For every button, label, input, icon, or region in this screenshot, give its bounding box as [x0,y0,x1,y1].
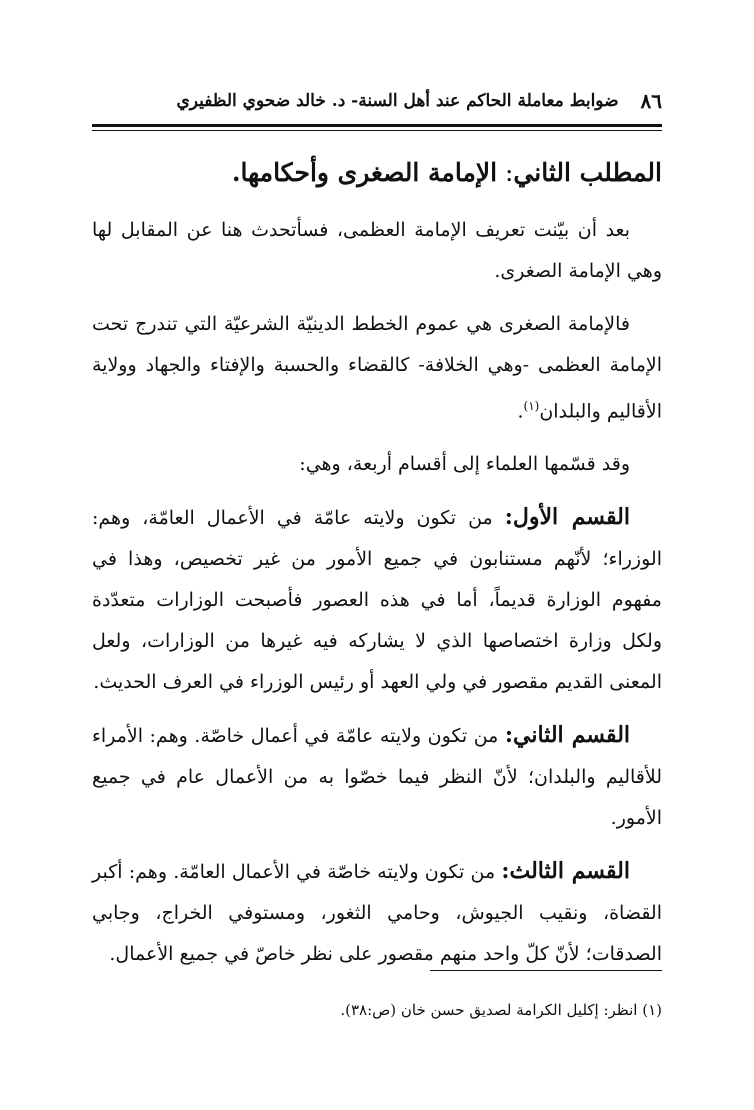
footnote: (١) انظر: إكليل الكرامة لصديق حسن خان (ص:٣٨). [340,1001,662,1019]
header-rule-thick [92,124,662,127]
main-text [92,148,662,987]
page-header [92,84,662,118]
page-number: ٨٦ [640,89,662,113]
section-two [92,715,662,839]
paragraph-definition [92,304,662,432]
paragraph-definition-end: . [517,400,524,423]
section-three-lead: القسم الثالث: [501,858,630,885]
section-title [92,148,662,198]
footnote-divider [430,970,662,971]
section-title-main: المطلب الثاني [513,158,662,187]
section-three [92,851,662,975]
section-one [92,497,662,703]
header-rule-thin [92,130,662,131]
paragraph-intro: بعد أن بيّنت تعريف الإمامة العظمى، فسأتحدث هنا عن المقابل لها وهي الإمامة الصغرى. [92,219,662,282]
section-three-text: من تكون ولايته خاصّة في الأعمال العامّة. وهم: أكبر القضاة، ونقيب الجيوش، وحامي الثغور، ومستوفي الخراج، وجابي الصدقات؛ لأنّ كلّ واحد منهم مقصور على نظر خاصّ في جميع الأعمال. [92,861,662,966]
paragraph-division: وقد قسّمها العلماء إلى أقسام أربعة، وهي: [299,453,630,476]
section-two-lead: القسم الثاني: [504,722,631,749]
section-title-rest: الإمامة الصغرى وأحكامها [240,158,498,187]
section-title-separator: : [497,158,514,187]
section-two-text: من تكون ولايته عامّة في أعمال خاصّة. وهم: الأمراء للأقاليم والبلدان؛ لأنّ النظر فيما خصّوا به من الأعمال عام في جميع الأمور. [92,725,662,830]
running-title: ضوابط معاملة الحاكم عند أهل السنة- د. خالد ضحوي الظفيري [176,91,619,111]
section-one-lead: القسم الأول: [504,504,630,531]
section-one-text: من تكون ولايته عامّة في الأعمال العامّة، وهم: الوزراء؛ لأنّهم مستنابون في جميع الأمور من غير تخصيص، وهذا في مفهوم الوزارة قديماً، أما في هذه العصور فأصبحت الوزارات متعدّدة ولكل وزارة اختصاصها الذي لا يشاركه فيه غيرها من الوزارات، ولعل المعنى القديم مقصور في ولي العهد أو رئيس الوزراء في العرف الحديث. [92,507,662,694]
paragraph-definition-text: فالإمامة الصغرى هي عموم الخطط الدينيّة الشرعيّة التي تندرج تحت الإمامة العظمى -وهي الخلافة- كالقضاء والحسبة والإفتاء والجهاد وولاية الأقاليم والبلدان [92,313,662,423]
footnote-reference[interactable]: (١) [523,399,540,413]
section-title-end: . [231,158,241,187]
